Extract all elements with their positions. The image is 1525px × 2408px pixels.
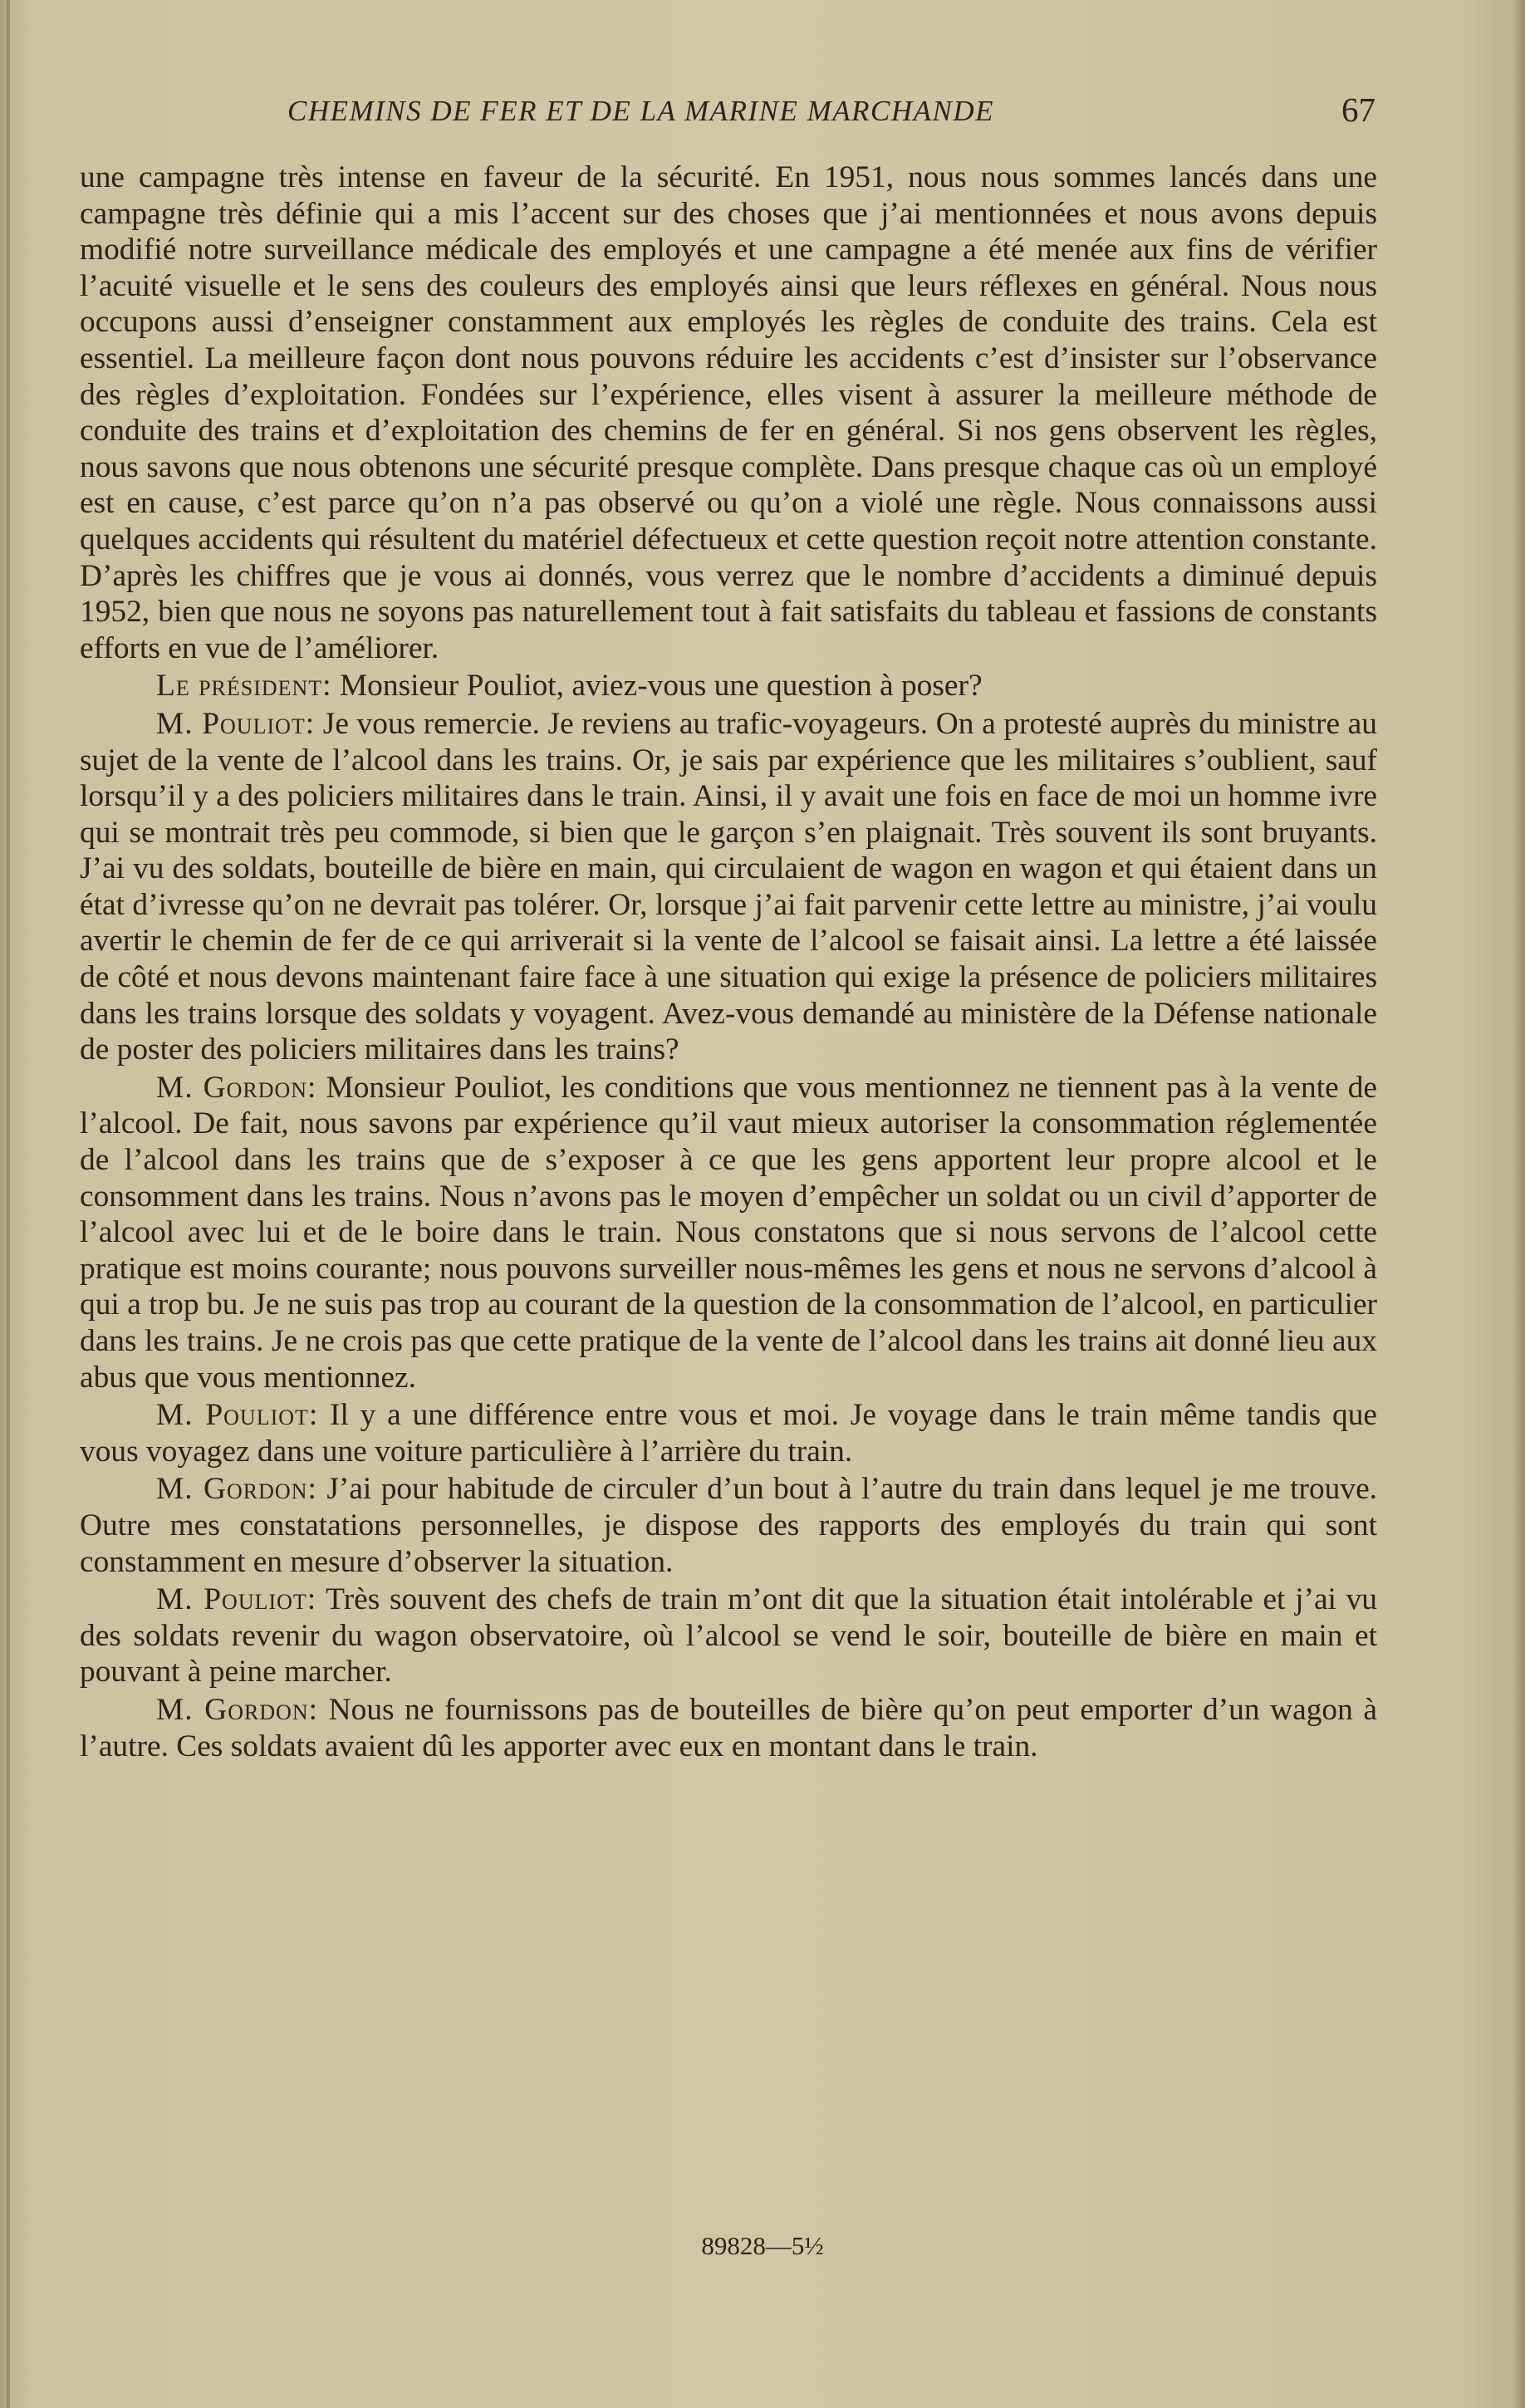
paragraph-text: Très souvent des chefs de train m’ont dit que la situation était intolérable et j’ai vu des soldats revenir du wagon observatoire, où l’alcool se vend le soir, bouteille de bière en main et pouvant à peine marcher.	[80, 1582, 1377, 1690]
paragraph	[80, 706, 1377, 1068]
speaker-name: M. Pouliot:	[156, 1582, 317, 1617]
paragraph	[80, 1692, 1377, 1764]
page-edge-shadow	[1513, 0, 1525, 2408]
paragraph-text: Nous ne fournissons pas de bouteilles de bière qu’on peut emporter d’un wagon à l’autre. Ces soldats avaient dû les apporter avec eux en montant dans le train.	[80, 1692, 1377, 1763]
running-head-title: CHEMINS DE FER ET DE LA MARINE MARCHANDE	[287, 95, 994, 127]
paragraph	[80, 1582, 1377, 1690]
speaker-name: M. Pouliot:	[156, 1398, 319, 1433]
page-number: 67	[1341, 91, 1375, 129]
paragraph-text: Il y a une différence entre vous et moi. Je voyage dans le train même tandis que vous voyagez dans une voiture particulière à l’arrière du train.	[80, 1398, 1377, 1469]
paragraph-text: Je vous remercie. Je reviens au trafic-voyageurs. On a protesté auprès du ministre au sujet de la vente de l’alcool dans les trains. Or, je sais par expérience que les militaires s’oublient, sauf lorsqu’il y a des policiers militaires dans le train. Ainsi, il y avait une fois en face de moi un homme ivre qui se montrait très peu commode, si bien que le garçon s’en plaignait. Très souvent ils sont bruyants. J’ai vu des soldats, bouteille de bière en main, qui circulaient de wagon en wagon et qui étaient dans un état d’ivresse qu’on ne devrait pas tolérer. Or, lorsque j’ai fait parvenir cette lettre au ministre, j’ai voulu avertir le chemin de fer de ce qui arriverait si la vente de l’alcool se faisait ainsi. La lettre a été laissée de côté et nous devons maintenant faire face à une situation qui exige la présence de policiers militaires dans les trains lorsque des soldats y voyagent. Avez-vous demandé au ministère de la Défense nationale de poster des policiers militaires dans les trains?	[80, 706, 1377, 1067]
speaker-name: M. Gordon:	[156, 1692, 319, 1727]
speaker-name: M. Gordon:	[156, 1070, 317, 1105]
printer-signature: 89828—5½	[701, 2231, 824, 2260]
paragraph	[80, 1070, 1377, 1395]
paragraph-text: J’ai pour habitude de circuler d’un bout à l’autre du train dans lequel je me trouve. Outre mes constatations personnelles, je dispose des rapports des employés du train qui sont constamment en mesure d’observer la situation.	[80, 1472, 1378, 1579]
paragraph-text: une campagne très intense en faveur de la sécurité. En 1951, nous nous sommes lancés dans une campagne très définie qui a mis l’accent sur des choses que j’ai mentionnées et nous avons depuis modifié notre surveillance médicale des employés et une campagne a été menée aux fins de vérifier l’acuité visuelle et le sens des couleurs des employés ainsi que leurs réflexes en général. Nous nous occupons aussi d’enseigner constamment aux employés les règles de conduite des trains. Cela est essentiel. La meilleure façon dont nous pouvons réduire les accidents c’est d’insister sur l’observance des règles d’exploitation. Fondées sur l’expérience, elles visent à assurer la meilleure méthode de conduite des trains et d’exploitation des chemins de fer en général. Si nos gens observent les règles, nous savons que nous obtenons une sécurité presque complète. Dans presque chaque cas où un employé est en cause, c’est parce qu’on n’a pas observé ou qu’on a violé une règle. Nous connaissons aussi quelques accidents qui résultent du matériel défectueux et cette question reçoit notre attention constante. D’après les chiffres que je vous ai donnés, vous verrez que le nombre d’accidents a diminué depuis 1952, bien que nous ne soyons pas naturellement tout à fait satisfaits du tableau et fassions de constants efforts en vue de l’améliorer.	[80, 160, 1377, 665]
speaker-name: M. Gordon:	[156, 1472, 317, 1507]
speaker-name: M. Pouliot:	[156, 706, 316, 741]
running-head	[80, 88, 1375, 130]
paragraph	[80, 1471, 1377, 1580]
paragraph	[80, 1397, 1377, 1469]
paragraph-text: Monsieur Pouliot, aviez-vous une question à poser?	[339, 669, 983, 704]
binding-edge	[7, 0, 10, 2408]
speaker-name: Le président:	[156, 669, 332, 704]
body-text	[80, 159, 1377, 1766]
paragraph	[80, 159, 1377, 666]
paragraph	[80, 668, 1377, 704]
paragraph-text: Monsieur Pouliot, les conditions que vous mentionnez ne tiennent pas à la vente de l’alcool. De fait, nous savons par expérience qu’il vaut mieux autoriser la consommation réglementée de l’alcool dans les trains que de s’exposer à ce que les gens apportent leur propre alcool et le consomment dans les trains. Nous n’avons pas le moyen d’empêcher un soldat ou un civil d’apporter de l’alcool avec lui et de le boire dans le train. Nous constatons que si nous servons de l’alcool cette pratique est moins courante; nous pouvons surveiller nous-mêmes les gens et nous ne servons d’alcool à qui a trop bu. Je ne suis pas trop au courant de la question de la consommation de l’alcool, en particulier dans les trains. Je ne crois pas que cette pratique de la vente de l’alcool dans les trains ait donné lieu aux abus que vous mentionnez.	[80, 1070, 1377, 1395]
